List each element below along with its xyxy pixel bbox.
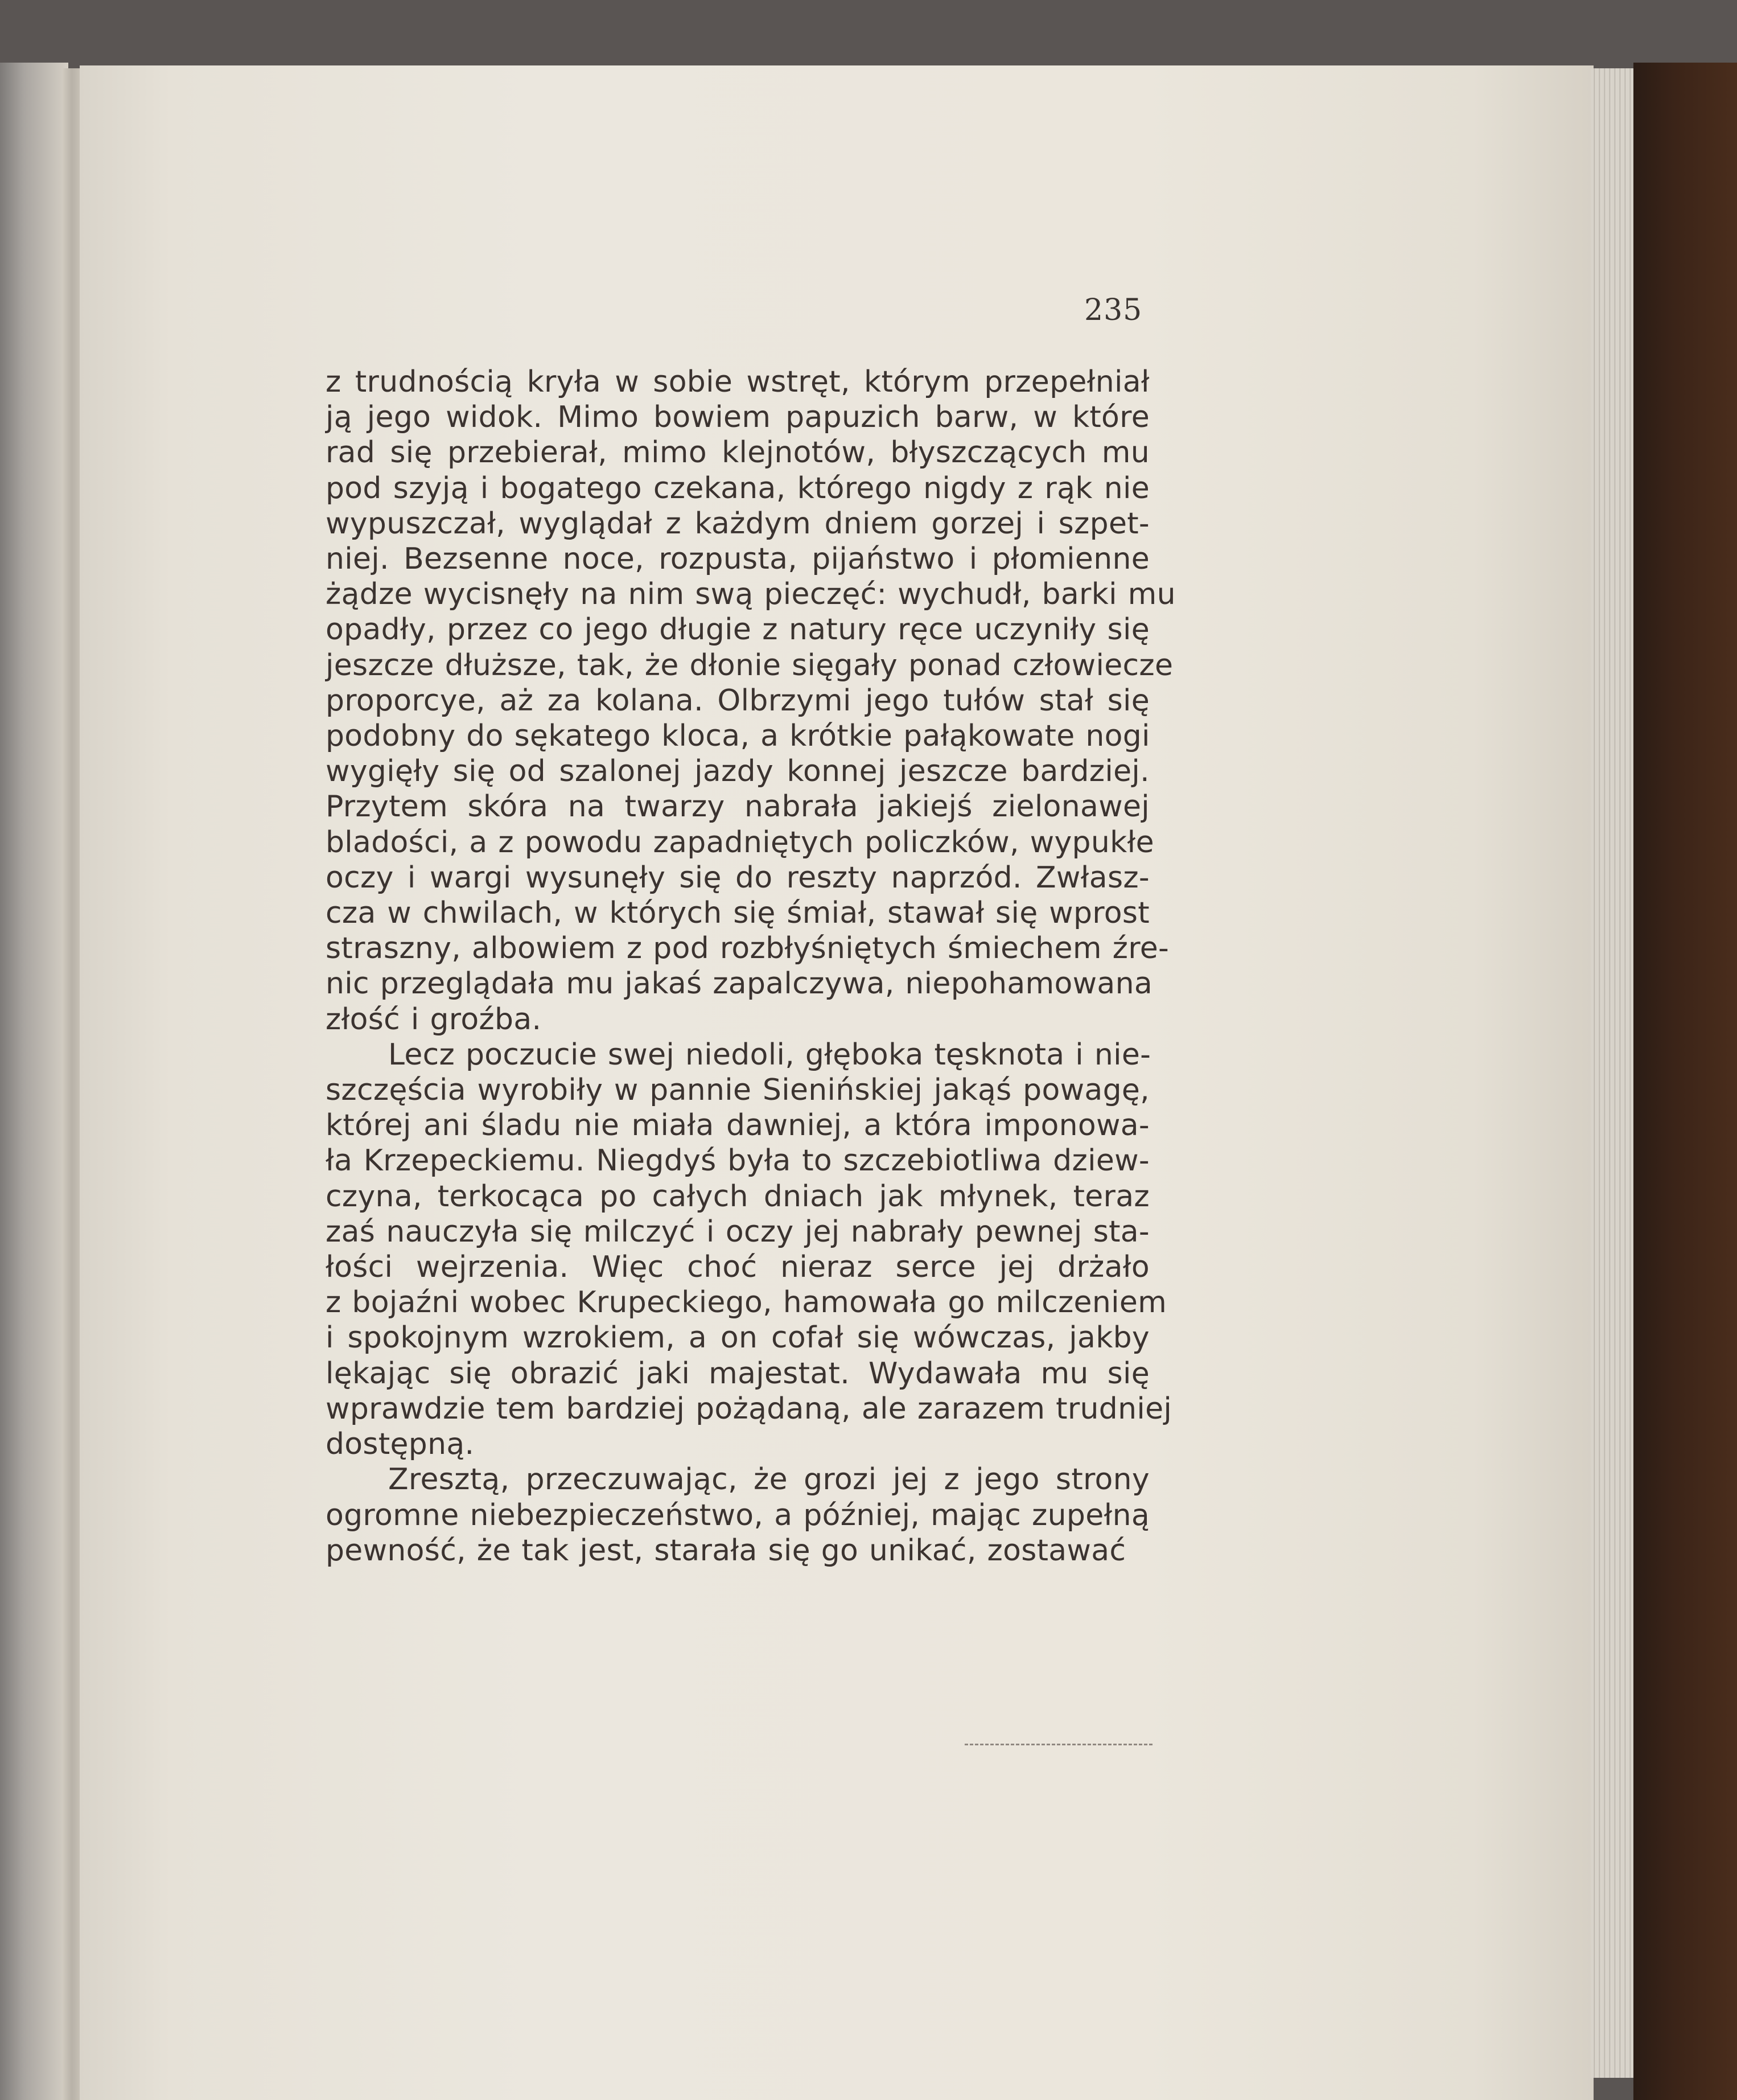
text-line: jeszcze dłuższe, tak, że dłonie sięgały ponad człowiecze bbox=[326, 648, 1174, 683]
text-line: wygięły się od szalonej jazdy konnej jeszcze bardziej. bbox=[326, 754, 1150, 789]
book-cover-edge bbox=[1633, 63, 1737, 2100]
paragraph bbox=[326, 1037, 1172, 1462]
text-line: szczęścia wyrobiły w pannie Sienińskiej jakąś powagę, bbox=[326, 1073, 1150, 1108]
text-line: rad się przebierał, mimo klejnotów, błyszczących mu bbox=[326, 435, 1150, 470]
text-line: niej. Bezsenne noce, rozpusta, pijaństwo i płomienne bbox=[326, 542, 1150, 577]
text-line: pod szyją i bogatego czekana, którego nigdy z rąk nie bbox=[326, 471, 1150, 506]
text-line: Przytem skóra na twarzy nabrała jakiejś zielonawej bbox=[326, 790, 1150, 824]
paragraph bbox=[326, 1462, 1150, 1568]
text-line: wypuszczał, wyglądał z każdym dniem gorzej i szpet- bbox=[326, 506, 1150, 541]
text-line: złość i groźba. bbox=[326, 1002, 542, 1037]
page-number: 235 bbox=[1084, 293, 1143, 327]
text-line: zaś nauczyła się milczyć i oczy jej nabrały pewnej sta- bbox=[326, 1214, 1150, 1249]
previous-page-edge bbox=[0, 63, 68, 2100]
text-line: ła Krzepeckiemu. Niegdyś była to szczebiotliwa dziew- bbox=[326, 1144, 1150, 1178]
text-line: ją jego widok. Mimo bowiem papuzich barw, w które bbox=[326, 400, 1150, 435]
text-line: żądze wycisnęły na nim swą pieczęć: wychudł, barki mu bbox=[326, 577, 1176, 612]
text-line: Zresztą, przeczuwając, że grozi jej z jego strony bbox=[388, 1462, 1150, 1497]
text-line: straszny, albowiem z pod rozbłyśniętych śmiechem źre- bbox=[326, 931, 1170, 966]
text-line: Lecz poczucie swej niedoli, głęboka tęsknota i nie- bbox=[388, 1037, 1151, 1072]
body-text bbox=[326, 364, 1176, 1568]
text-line: czyna, terkocąca po całych dniach jak młynek, teraz bbox=[326, 1179, 1150, 1214]
text-line: cza w chwilach, w których się śmiał, stawał się wprost bbox=[326, 896, 1150, 931]
text-line: dostępną. bbox=[326, 1427, 475, 1462]
text-line: z trudnością kryła w sobie wstręt, którym przepełniał bbox=[326, 365, 1150, 399]
text-line: łości wejrzenia. Więc choć nieraz serce jej drżało bbox=[326, 1250, 1150, 1285]
text-line: pewność, że tak jest, starała się go unikać, zostawać bbox=[326, 1533, 1126, 1568]
text-line: nic przeglądała mu jakaś zapalczywa, niepohamowana bbox=[326, 967, 1153, 1001]
text-line: z bojaźni wobec Krupeckiego, hamowała go milczeniem bbox=[326, 1285, 1167, 1320]
text-line: proporcye, aż za kolana. Olbrzymi jego tułów stał się bbox=[326, 683, 1150, 718]
text-line: lękając się obrazić jaki majestat. Wydawała mu się bbox=[326, 1356, 1150, 1391]
text-line: wprawdzie tem bardziej pożądaną, ale zarazem trudniej bbox=[326, 1391, 1172, 1426]
text-line: ogromne niebezpieczeństwo, a później, mając zupełną bbox=[326, 1498, 1150, 1532]
page-bottom-rule bbox=[965, 1744, 1152, 1745]
text-line: i spokojnym wzrokiem, a on cofał się wówczas, jakby bbox=[326, 1321, 1150, 1355]
text-line: oczy i wargi wysunęły się do reszty naprzód. Zwłasz- bbox=[326, 860, 1150, 895]
paragraph bbox=[326, 364, 1176, 1037]
text-line: podobny do sękatego kloca, a krótkie pałąkowate nogi bbox=[326, 719, 1150, 754]
page-stack-edge bbox=[1591, 68, 1636, 2078]
text-line: bladości, a z powodu zapadniętych policzków, wypukłe bbox=[326, 825, 1154, 860]
text-line: opadły, przez co jego długie z natury ręce uczyniły się bbox=[326, 613, 1150, 647]
text-line: której ani śladu nie miała dawniej, a która imponowa- bbox=[326, 1108, 1150, 1143]
